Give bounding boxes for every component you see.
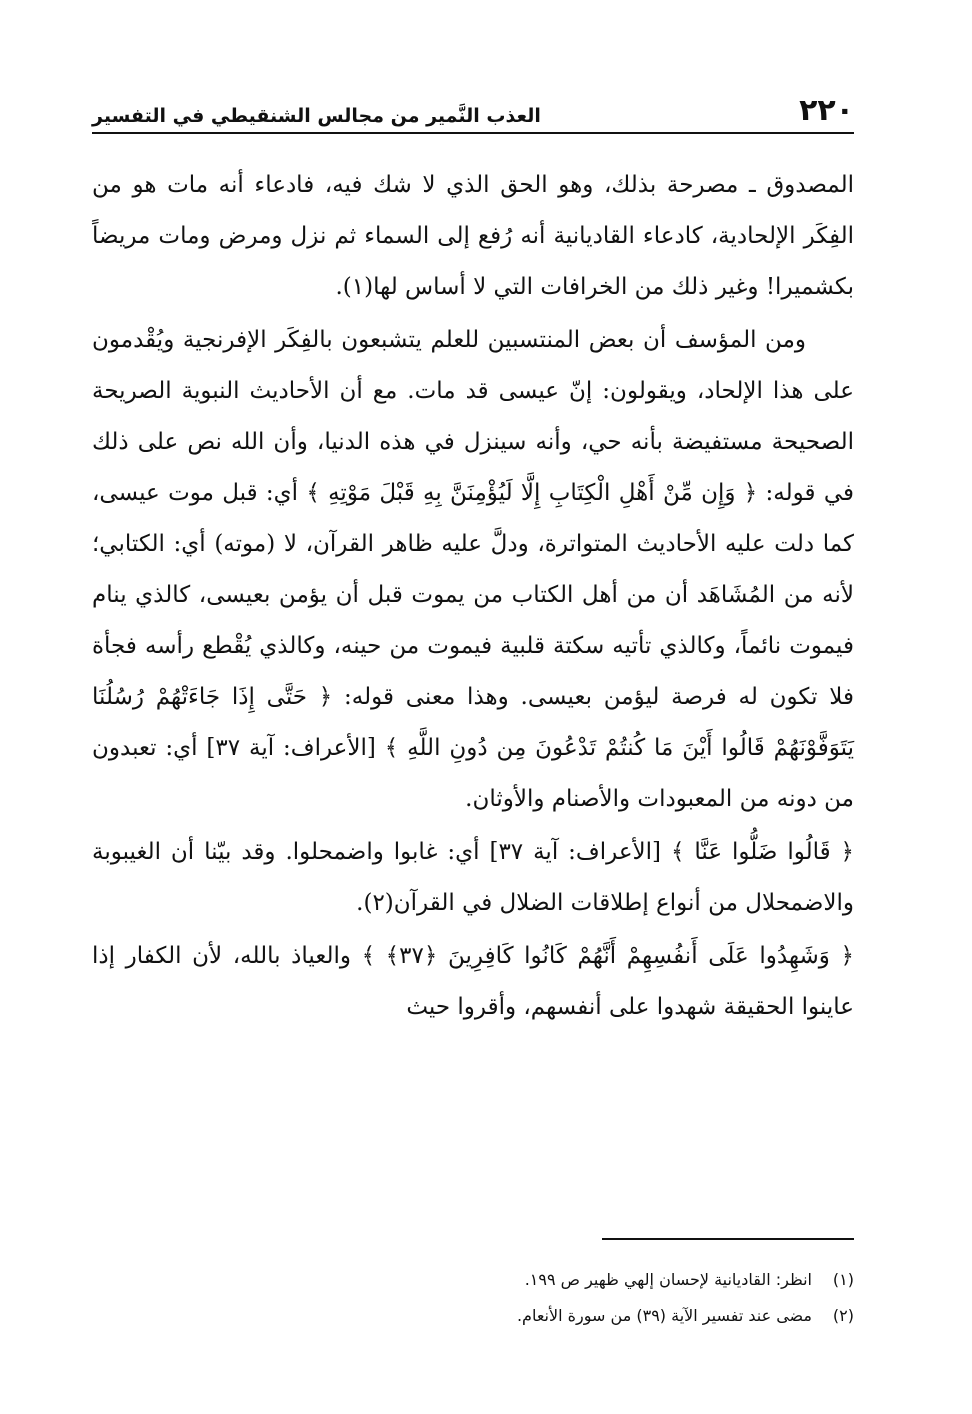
page-number: ٢٢٠ — [799, 93, 854, 128]
running-title: العذب النَّمير من مجالس الشنقيطي في التفسير — [92, 105, 541, 127]
footnote-text: مضى عند تفسير الآية (٣٩) من سورة الأنعام. — [516, 1306, 812, 1325]
paragraph: ومن المؤسف أن بعض المنتسبين للعلم يتشبعون بالفِكَر الإفرنجية ويُقْدمون على هذا الإلحاد، ويقولون: إنّ عيسى قد مات. مع أن الأحاديث النبوية الصريحة الصحيحة مستفيضة بأنه حي، وأنه سينزل في هذه الدنيا، وأن الله نص على ذلك في قوله: ﴿ وَإِن مِّنْ أَهْلِ الْكِتَابِ إِلَّا لَيُؤْمِنَنَّ بِهِ قَبْلَ مَوْتِهِ ﴾ أي: قبل موت عيسى، كما دلت عليه الأحاديث المتواترة، ودلَّ عليه ظاهر القرآن، لا (موته) أي: الكتابي؛ لأنه من المُشَاهَد أن من أهل الكتاب من يموت قبل أن يؤمن بعيسى، كالذي ينام فيموت نائماً، وكالذي تأتيه سكتة قلبية فيموت من حينه، وكالذي يُقْطع رأسه فجأة فلا تكون له فرصة ليؤمن بعيسى. وهذا معنى قوله: ﴿ حَتَّى إِذَا جَاءَتْهُمْ رُسُلُنَا يَتَوَفَّوْنَهُمْ قَالُوا أَيْنَ مَا كُنتُمْ تَدْعُونَ مِن دُونِ اللَّهِ ﴾ [الأعراف: آية ٣٧] أي: تعبدون من دونه من المعبودات والأصنام والأوثان. — [92, 327, 854, 812]
book-page — [92, 82, 854, 1414]
footnote-text: انظر: القاديانية لإحسان إلهي ظهير ص ١٩٩. — [524, 1270, 812, 1289]
footnotes — [92, 1238, 854, 1334]
footnote — [92, 1262, 854, 1298]
paragraph: ﴿ قَالُوا ضَلُّوا عَنَّا ﴾ [الأعراف: آية ٣٧] أي: غابوا واضمحلوا. وقد بيّنا أن الغيبوبة والاضمحلال من أنواع إطلاقات الضلال في القرآن(٢). — [92, 839, 855, 916]
footnote-number: (١) — [832, 1270, 854, 1289]
page-body — [92, 160, 854, 1033]
footnote-number: (٢) — [832, 1306, 854, 1325]
footnote-separator — [602, 1238, 854, 1240]
page-header — [92, 82, 854, 134]
paragraph: ﴿ وَشَهِدُوا عَلَى أَنفُسِهِمْ أَنَّهُمْ كَانُوا كَافِرِينَ ﴿٣٧﴾ ﴾ والعياذ بالله، لأن الكفار إذا عاينوا الحقيقة شهدوا على أنفسهم، وأقروا حيث — [92, 943, 854, 1020]
footnote — [92, 1298, 854, 1334]
paragraph: المصدوق ـ مصرحة بذلك، وهو الحق الذي لا شك فيه، فادعاء أنه مات هو من الفِكَر الإلحادية، كادعاء القاديانية أنه رُفع إلى السماء ثم نزل ومرض ومات مريضاً بكشميرا! وغير ذلك من الخرافات التي لا أساس لها(١). — [92, 172, 854, 300]
